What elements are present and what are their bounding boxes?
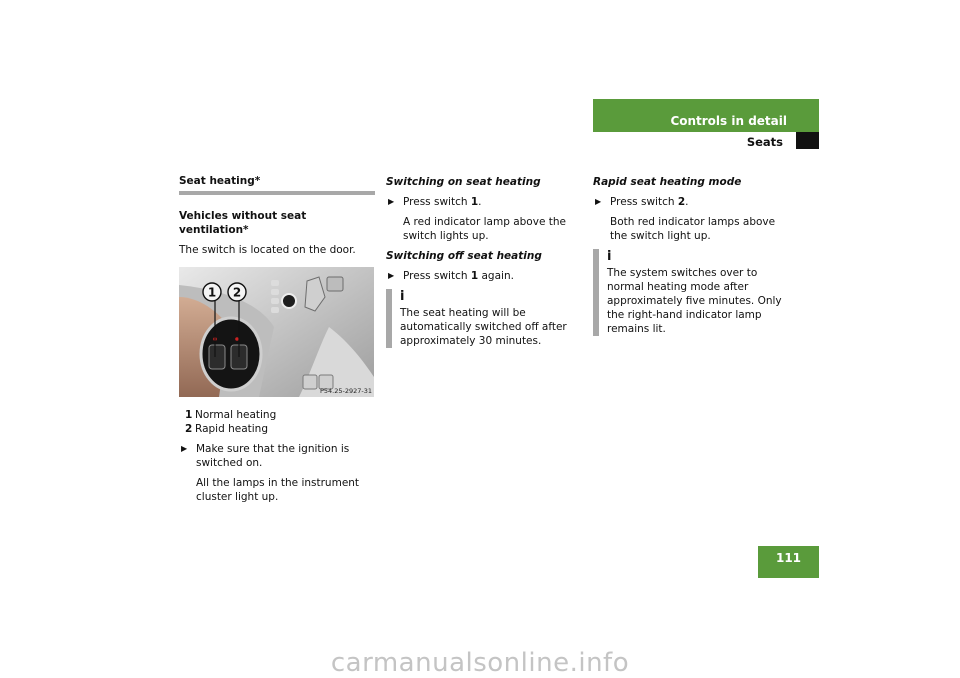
callout-2-label: 2	[232, 285, 242, 300]
step-suffix: .	[478, 196, 482, 208]
step-result: Both red indicator lamps above the switch light up.	[610, 216, 776, 242]
callout-1-label: 1	[207, 285, 217, 300]
step-text: Press switch	[403, 196, 471, 208]
info-icon: i	[400, 289, 405, 304]
column-1	[179, 175, 375, 510]
figure-code: P54.25-2927-31	[319, 387, 372, 395]
step-ignition: ▶ Make sure that the ignition is switched on.	[179, 442, 375, 470]
note-text: The system switches over to normal heating mode after approximately five minutes. Only the right-hand indicator lamp remains lit.	[607, 267, 782, 335]
step-text: Press switch	[610, 196, 678, 208]
info-icon: i	[607, 249, 612, 264]
step-text: Press switch	[403, 270, 471, 282]
intro-text: The switch is located on the door.	[179, 244, 356, 256]
header-marker	[796, 132, 819, 149]
legend-text: Rapid heating	[195, 423, 268, 435]
legend-text: Normal heating	[195, 409, 277, 421]
door-switch-photo	[179, 267, 374, 397]
section-title: Seat heating*	[179, 175, 375, 195]
heading-switch-off: Switching off seat heating	[386, 250, 542, 262]
watermark: carmanualsonline.info	[330, 648, 630, 678]
legend-item	[179, 408, 375, 436]
subheading: Vehicles without seat ventilation*	[179, 210, 307, 236]
heading-switch-on: Switching on seat heating	[386, 176, 541, 188]
step-result: A red indicator lamp above the switch lights up.	[403, 216, 566, 242]
legend-num: 2	[185, 423, 193, 435]
step-suffix: .	[685, 196, 689, 208]
page-number: 111	[758, 546, 819, 578]
info-note	[386, 289, 582, 348]
legend-num: 1	[185, 409, 193, 421]
note-text: The seat heating will be automatically switched off after approximately 30 minutes.	[400, 307, 567, 347]
column-3	[593, 175, 789, 336]
step-press-switch-2	[593, 195, 789, 209]
section-subtitle: Seats	[746, 135, 783, 149]
column-2	[386, 175, 582, 348]
info-note	[593, 249, 789, 336]
chapter-title: Controls in detail	[670, 114, 787, 128]
switch-number: 1	[470, 270, 479, 282]
step-suffix: again.	[478, 270, 514, 282]
switch-number: 2	[677, 196, 686, 208]
header-band	[593, 99, 819, 132]
step-press-switch-1	[386, 195, 582, 209]
switch-number: 1	[470, 196, 479, 208]
step-result: All the lamps in the instrument cluster light up.	[196, 477, 360, 503]
heading-rapid-mode: Rapid seat heating mode	[593, 176, 742, 188]
step-press-switch-1-again	[386, 269, 582, 283]
